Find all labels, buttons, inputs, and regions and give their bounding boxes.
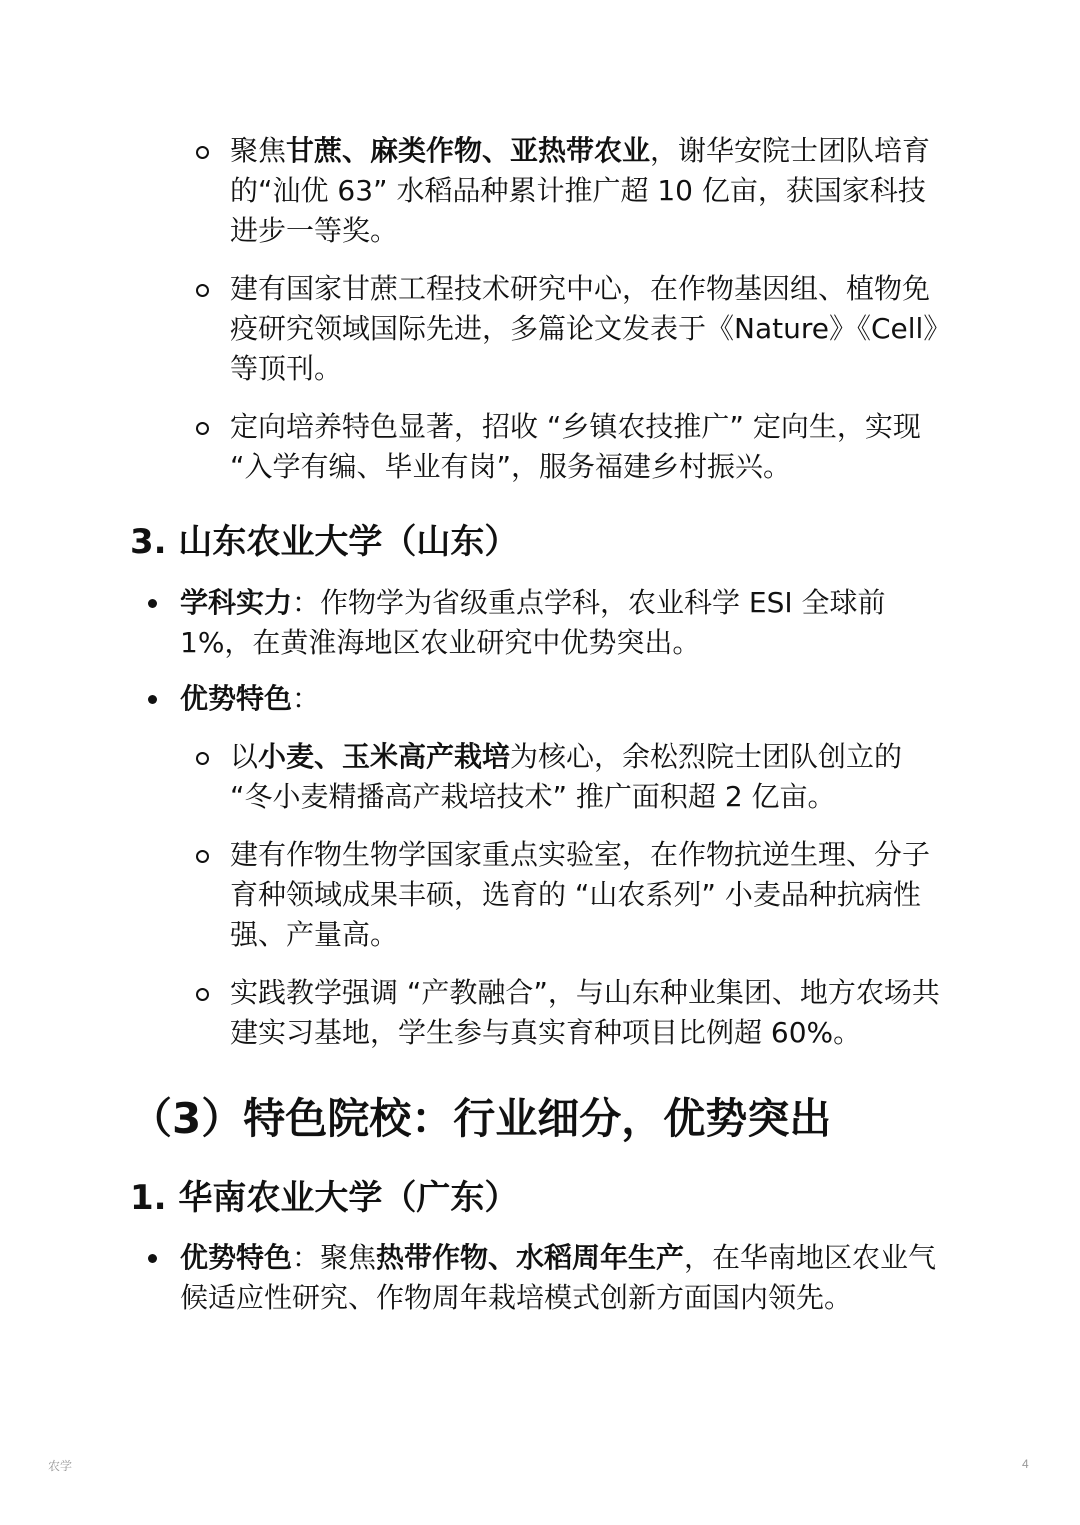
item-bold-text: 热带作物、水稻周年生产 xyxy=(376,1241,685,1274)
shandong-list-block xyxy=(0,583,1080,735)
fujian-sub-list-block xyxy=(0,131,1080,505)
section-heading: （3）特色院校：行业细分，优势突出 xyxy=(130,1094,832,1143)
list-item xyxy=(0,737,1080,817)
item-text: 建有国家甘蔗工程技术研究中心，在作物基因组、植物免疫研究领域国际先进，多篇论文发表于《Nature》《Cell》等顶刊。 xyxy=(230,272,938,385)
item-bold-text: 学科实力 xyxy=(180,586,293,619)
item-text: 以 xyxy=(230,740,259,773)
huanan-heading: 1. 华南农业大学（广东） xyxy=(130,1178,519,1218)
item-text: ，谢华安院士团队培育的“汕优 63” 水稻品种累计推广超 10 亿亩，获国家科技进步一等奖。 xyxy=(230,134,931,247)
list-item xyxy=(0,407,1080,487)
item-bold-text: 优势特色 xyxy=(180,682,293,715)
shandong-sub-list-block xyxy=(0,737,1080,1071)
item-bold-text: 小麦、玉米高产栽培 xyxy=(258,740,511,773)
item-text: 实践教学强调 “产教融合”，与山东种业集团、地方农场共建实习基地，学生参与真实育种项目比例超 60%。 xyxy=(230,976,940,1049)
fujian-sub-list xyxy=(0,131,1080,487)
page-number: 4 xyxy=(1022,1457,1029,1471)
list-item xyxy=(0,131,1080,251)
shandong-sub-list xyxy=(0,737,1080,1053)
item-text: 建有作物生物学国家重点实验室，在作物抗逆生理、分子育种领域成果丰硕，选育的 “山农系列” 小麦品种抗病性强、产量高。 xyxy=(230,838,931,951)
item-text: ：聚焦 xyxy=(292,1241,377,1274)
list-item xyxy=(0,973,1080,1053)
item-text: ： xyxy=(292,682,321,715)
item-bold-text: 优势特色 xyxy=(180,1241,293,1274)
item-text: ：作物学为省级重点学科，农业科学 ESI 全球前 1%，在黄淮海地区农业研究中优势突出。 xyxy=(180,586,886,659)
huanan-main-list xyxy=(0,1238,1080,1318)
huanan-list-block xyxy=(0,1238,1080,1334)
item-text: 聚焦 xyxy=(230,134,287,167)
item-text: ，在华南地区农业气候适应性研究、作物周年栽培模式创新方面国内领先。 xyxy=(180,1241,937,1314)
footer-section-label: 农学 xyxy=(48,1459,73,1473)
list-item xyxy=(0,679,1080,719)
shandong-heading: 3. 山东农业大学（山东） xyxy=(130,522,519,562)
item-text: 为核心，余松烈院士团队创立的 “冬小麦精播高产栽培技术” 推广面积超 2 亿亩。 xyxy=(230,740,903,813)
list-item xyxy=(0,835,1080,955)
list-item xyxy=(0,583,1080,663)
shandong-main-list xyxy=(0,583,1080,719)
list-item xyxy=(0,269,1080,389)
item-bold-text: 甘蔗、麻类作物、亚热带农业 xyxy=(286,134,651,167)
item-text: 定向培养特色显著，招收 “乡镇农技推广” 定向生，实现 “入学有编、毕业有岗”，服务福建乡村振兴。 xyxy=(230,410,921,483)
list-item xyxy=(0,1238,1080,1318)
